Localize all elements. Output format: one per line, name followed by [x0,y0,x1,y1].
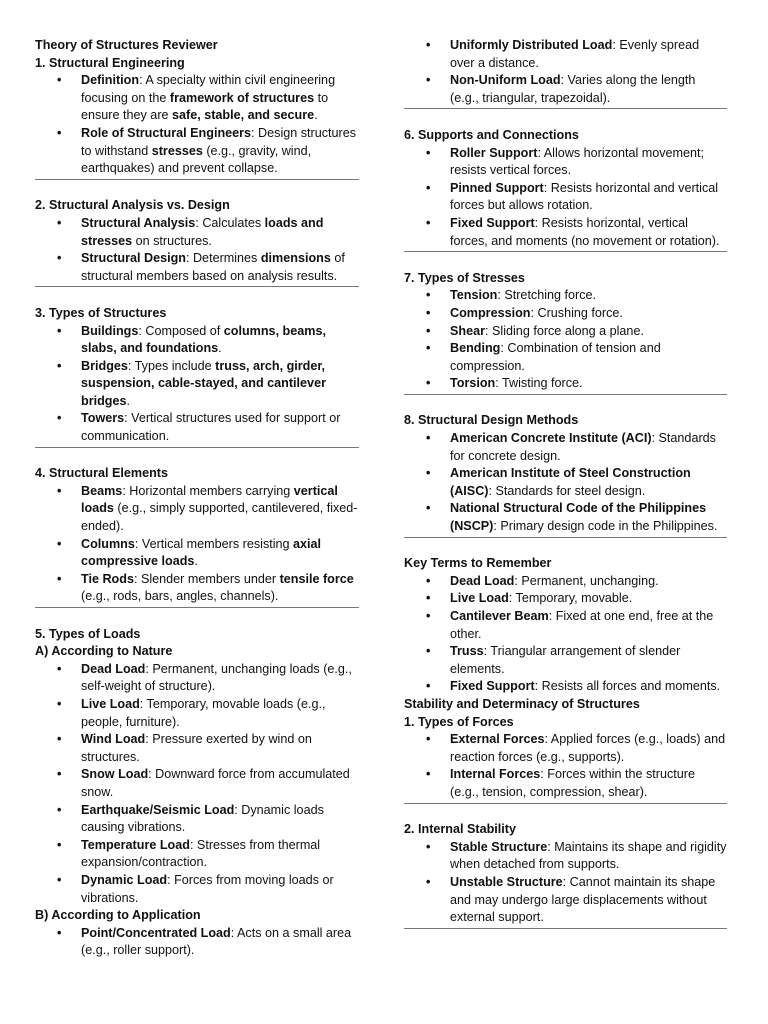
item-term: Point/Concentrated Load [81,925,231,940]
list-item [404,215,727,250]
section-divider [404,928,727,929]
item-term: Buildings [81,323,139,338]
list-item [404,465,727,500]
item-term: Snow Load [81,767,149,782]
left-column [35,37,359,960]
item-term: axial compressive loads [81,536,322,569]
section-heading: A) According to Nature [35,644,173,659]
item-term: Bridges [81,358,128,373]
list-item [404,731,727,766]
item-text: : Primary design code in the Philippines. [493,519,718,534]
item-term: Stable Structure [450,839,548,854]
item-text: (e.g., simply supported, cantilevered, fixed-ended). [81,501,358,534]
section [404,412,727,537]
list-item [35,925,359,960]
bullet-list [35,483,359,606]
item-term: Uniformly Distributed Load [450,38,613,52]
item-text: : Vertical structures used for support or communication. [81,411,341,444]
item-term: American Concrete Institute (ACI) [450,431,652,446]
item-text: : Temporary, movable loads (e.g., people, furniture). [81,696,326,729]
list-item [35,250,359,285]
item-term: National Structural Code of the Philippines (NSCP) [450,501,707,534]
item-text: : Forces within the structure (e.g., tension, compression, shear). [450,767,695,799]
section-heading: 2. Structural Analysis vs. Design [35,198,230,213]
section [404,555,727,696]
item-term: Structural Analysis [81,215,196,230]
section-heading: 6. Supports and Connections [404,127,579,142]
item-term: Beams [81,483,123,498]
item-term: Bending [450,341,501,356]
list-item [404,874,727,927]
item-term: Fixed Support [450,679,535,694]
item-text: (e.g., rods, bars, angles, channels). [81,589,279,604]
item-text: : Determines [185,251,261,266]
bullet-list [35,323,359,446]
section-heading: 7. Types of Stresses [404,270,525,285]
item-term: Columns [81,536,135,551]
list-item [35,72,359,125]
section-heading: 2. Internal Stability [404,822,516,837]
item-text: : Vertical members resisting [134,536,294,551]
list-item [35,766,359,801]
item-term: Shear [450,323,486,338]
list-item [35,837,359,872]
item-text: : Standards for concrete design. [450,431,716,463]
item-text: . [126,393,130,408]
list-item [404,430,727,465]
item-term: Fixed Support [450,215,535,230]
list-item [35,696,359,731]
spacer [404,252,727,270]
item-text: : Acts on a small area (e.g., roller support). [81,925,352,958]
item-text: of structural members based on analysis results. [81,251,345,283]
bullet-list [404,573,727,696]
spacer [35,287,359,305]
list-item [35,536,359,571]
bullet-list [35,661,359,907]
item-text: : Permanent, unchanging. [514,573,659,588]
item-text: : Stretching force. [497,288,597,303]
item-text: : Downward force from accumulated snow. [81,767,350,799]
item-text: : Crushing force. [530,305,623,320]
item-term: truss, arch, girder, suspension, cable-stayed, and cantilever bridges [81,358,326,408]
item-text: : Permanent, unchanging loads (e.g., self-weight of structure). [81,661,352,694]
list-item [35,358,359,411]
section-heading: 3. Types of Structures [35,305,167,320]
spacer [404,395,727,413]
list-item [404,323,727,341]
item-term: Dynamic Load [81,872,168,887]
item-term: Definition [81,73,140,88]
item-term: vertical loads [81,483,338,516]
item-text: : Slender members under [133,571,280,586]
bullet-list [404,430,727,536]
list-item [404,766,727,801]
item-text: : Design structures to withstand [81,125,357,158]
list-item [404,590,727,608]
item-text: on structures. [132,233,212,248]
spacer [404,804,727,822]
item-text: : Twisting force. [495,376,583,391]
item-text: : Resists horizontal, vertical forces, and moments (no movement or rotation). [450,215,720,248]
list-item [404,72,727,107]
section [404,821,727,929]
section-heading: 4. Structural Elements [35,466,168,481]
item-term: Wind Load [81,732,146,747]
item-text: : Resists horizontal and vertical forces but allows rotation. [450,180,719,213]
item-term: loads and stresses [81,215,324,248]
item-text: . [218,341,222,356]
item-term: Roller Support [450,145,538,160]
item-term: Tie Rods [81,571,134,586]
item-term: Cantilever Beam [450,609,549,623]
section [404,714,727,804]
list-item [404,145,727,180]
section-heading: 8. Structural Design Methods [404,413,579,428]
section-heading: 5. Types of Loads [35,626,141,641]
item-term: Unstable Structure [450,874,563,889]
bullet-list [404,145,727,251]
item-term: columns, beams, slabs, and foundations [81,323,326,356]
section [404,696,727,714]
list-item [35,872,359,907]
list-item [404,608,727,643]
item-term: Dead Load [450,573,515,588]
item-term: Compression [450,305,531,320]
item-text: : Composed of [138,323,224,338]
item-term: stresses [151,143,203,158]
section [35,197,359,287]
section [404,270,727,395]
item-term: External Forces [450,732,545,747]
item-term: Internal Forces [450,767,541,782]
section [404,127,727,252]
item-text: : Allows horizontal movement; resists vertical forces. [450,145,705,178]
item-term: Dead Load [81,661,146,676]
list-item [404,375,727,393]
item-text: : Combination of tension and compression. [450,341,661,373]
list-item [404,287,727,305]
item-text: : Standards for steel design. [488,483,646,498]
item-term: Live Load [450,591,509,606]
item-term: Structural Design [81,251,186,266]
list-item [404,678,727,696]
item-term: Torsion [450,376,496,391]
list-item [35,571,359,606]
list-item [35,215,359,250]
section-heading: Key Terms to Remember [404,556,552,571]
bullet-list [35,215,359,285]
bullet-list [404,731,727,801]
list-item [404,37,727,72]
item-term: Live Load [81,696,140,711]
item-term: Pinned Support [450,180,544,195]
item-text: : Pressure exerted by wind on structures. [81,732,312,764]
item-text: (e.g., gravity, wind, earthquakes) and prevent collapse. [81,143,312,176]
item-text: : Triangular arrangement of slender elements. [450,644,681,676]
list-item [35,410,359,445]
item-text: : Applied forces (e.g., loads) and reaction forces (e.g., supports). [450,732,726,764]
list-item [404,643,727,678]
right-column [404,37,727,929]
list-item [35,731,359,766]
item-text: to ensure they are [81,90,329,123]
item-term: Earthquake/Seismic Load [81,802,235,817]
section-heading: 1. Types of Forces [404,714,514,729]
item-term: Truss [450,644,484,659]
section [35,465,359,608]
item-text: : Types include [127,358,216,373]
item-text: : Fixed at one end, free at the other. [450,609,714,641]
item-term: safe, stable, and secure [172,108,315,123]
item-term: framework of structures [169,90,315,105]
list-item [35,125,359,178]
item-text: : Temporary, movable. [508,591,633,606]
item-term: Towers [81,411,125,426]
item-text: : Stresses from thermal expansion/contraction. [81,837,321,870]
bullet-list [35,72,359,178]
item-term: Non-Uniform Load [450,73,561,88]
section [35,626,359,644]
list-item [35,661,359,696]
item-text: : Forces from moving loads or vibrations. [81,872,334,905]
spacer [404,109,727,127]
list-item [404,500,727,535]
spacer [35,608,359,626]
item-text: . [314,108,318,123]
item-term: Role of Structural Engineers [81,125,252,140]
item-text: : Sliding force along a plane. [485,323,644,338]
section [35,907,359,960]
list-item [404,340,727,375]
item-text: : A specialty within civil engineering focusing on the [81,73,336,105]
item-text: : Cannot maintain its shape and may undergo large displacements without external support. [450,874,716,925]
section-heading: Stability and Determinacy of Structures [404,696,640,711]
list-item [35,323,359,358]
list-item [404,839,727,874]
list-item [35,802,359,837]
section [35,55,359,180]
item-text: : Varies along the length (e.g., triangular, trapezoidal). [450,73,696,105]
item-text: : Evenly spread over a distance. [450,38,700,70]
list-item [35,483,359,536]
section-heading: B) According to Application [35,908,201,923]
spacer [404,538,727,556]
item-term: American Institute of Steel Construction (AISC) [450,466,691,498]
spacer [35,448,359,466]
bullet-list [404,839,727,927]
list-item [404,573,727,591]
item-text: : Calculates [195,215,265,230]
item-term: tensile force [279,571,354,586]
document-title: Theory of Structures Reviewer [35,38,218,52]
list-item [404,180,727,215]
item-text: : Horizontal members carrying [122,483,294,498]
bullet-list [404,37,727,107]
bullet-list [35,925,359,960]
item-text: : Resists all forces and moments. [534,679,721,694]
item-text: : Dynamic loads causing vibrations. [81,802,324,835]
item-text: . [194,554,198,569]
spacer [35,180,359,198]
item-term: Tension [450,288,498,303]
item-term: Temperature Load [81,837,190,852]
section-heading: 1. Structural Engineering [35,55,185,70]
section [35,643,359,907]
list-item [404,305,727,323]
item-text: : Maintains its shape and rigidity when detached from supports. [450,839,727,872]
section [35,305,359,448]
bullet-list [404,287,727,393]
section [404,37,727,109]
item-term: dimensions [260,251,331,266]
